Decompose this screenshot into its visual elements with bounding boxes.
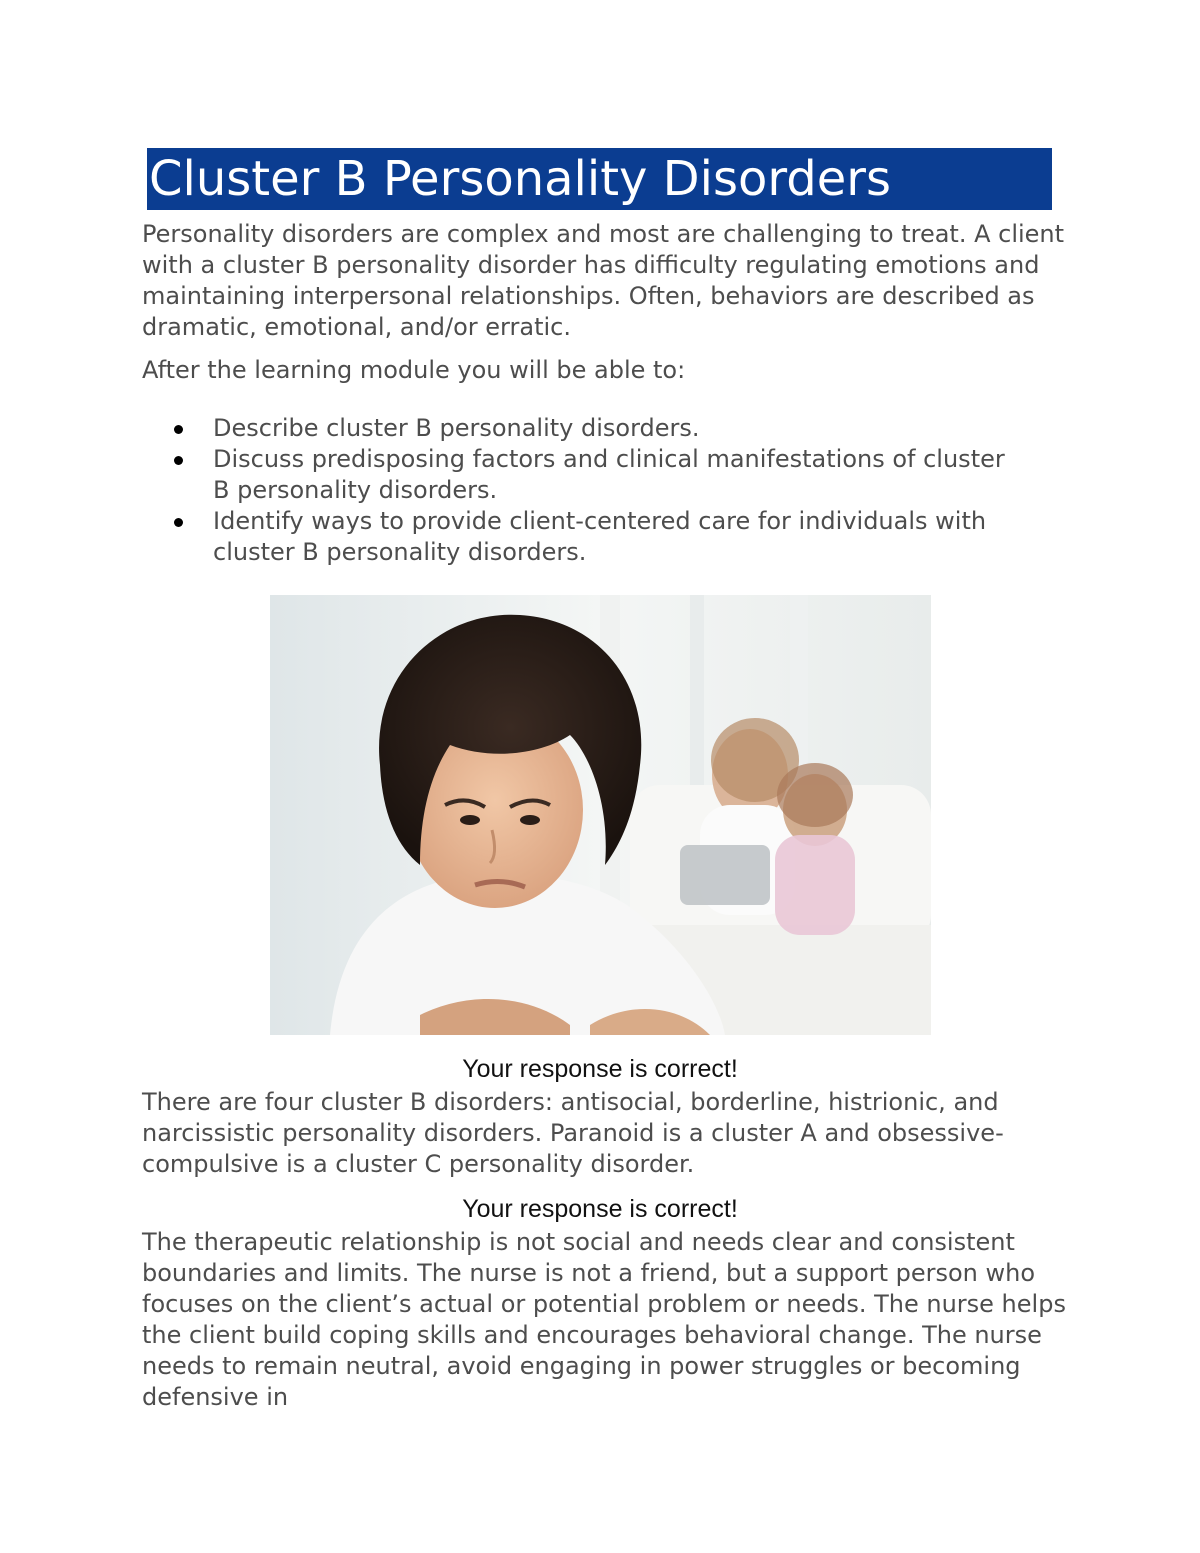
response-heading: Your response is correct! — [462, 1195, 738, 1223]
photo-illustration — [270, 595, 931, 1035]
bullet-icon — [174, 425, 183, 434]
bullet-icon — [174, 456, 183, 465]
objectives-lead: After the learning module you will be able to: — [142, 356, 686, 384]
response-heading: Your response is correct! — [462, 1055, 738, 1083]
list-item — [142, 506, 1022, 568]
objective-text: Discuss predisposing factors and clinical manifestations of cluster B personality disorders. — [213, 445, 1005, 504]
child-photo — [270, 595, 931, 1035]
bullet-icon — [174, 518, 183, 527]
objective-text: Describe cluster B personality disorders. — [213, 414, 700, 442]
list-item — [142, 413, 1022, 444]
list-item — [142, 444, 1022, 506]
objective-text: Identify ways to provide client-centered care for individuals with cluster B personality disorders. — [213, 507, 987, 566]
objectives-list — [142, 413, 1022, 568]
response-text: The therapeutic relationship is not social and needs clear and consistent boundaries and limits. The nurse is not a friend, but a support person who focuses on the client’s actual or potential problem or needs. The nurse helps the client build coping skills and encourages behavioral change. The nurse needs to remain neutral, avoid engaging in power struggles or becoming defensive in — [142, 1228, 1066, 1411]
page-title: Cluster B Personality Disorders — [149, 151, 891, 207]
intro-paragraph: Personality disorders are complex and most are challenging to treat. A client with a cluster B personality disorder has difficulty regulating emotions and maintaining interpersonal relationships. Often, behaviors are described as dramatic, emotional, and/or erratic. — [142, 220, 1065, 341]
title-banner — [147, 148, 1052, 210]
response-text: There are four cluster B disorders: antisocial, borderline, histrionic, and narcissistic personality disorders. Paranoid is a cluster A and obsessive-compulsive is a cluster C personality disorder. — [142, 1088, 1004, 1178]
